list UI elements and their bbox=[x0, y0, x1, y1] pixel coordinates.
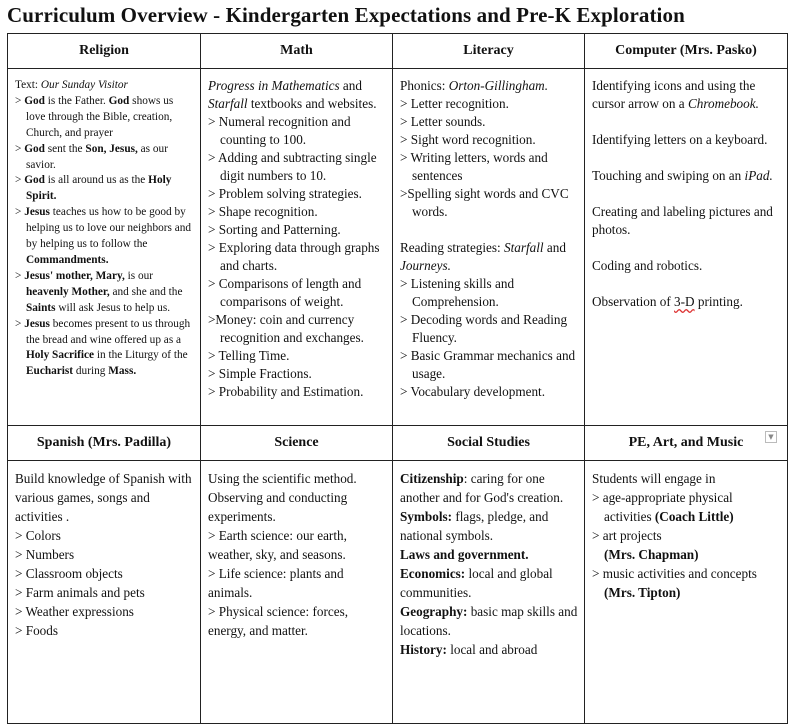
pe-item: > age-appropriate physical activities (Coach Little) bbox=[592, 490, 734, 524]
computer-item: Coding and robotics. bbox=[592, 258, 703, 273]
header-literacy: Literacy bbox=[393, 34, 585, 69]
math-item: > Numeral recognition and counting to 100. bbox=[208, 114, 351, 147]
math-item: > Simple Fractions. bbox=[208, 366, 312, 381]
header-math: Math bbox=[201, 34, 393, 69]
header-spanish: Spanish (Mrs. Padilla) bbox=[8, 426, 201, 461]
math-item: > Probability and Estimation. bbox=[208, 384, 364, 399]
spanish-cell bbox=[8, 461, 201, 724]
religion-item: > Jesus teaches us how to be good by helping us to love our neighbors and by helping us to follow the Commandments. bbox=[15, 206, 192, 266]
science-intro: Using the scientific method. Observing and conducting experiments. bbox=[208, 471, 357, 524]
religion-item: > Jesus' mother, Mary, is our heavenly Mother, and she and the Saints will ask Jesus to help us. bbox=[15, 269, 183, 314]
social-item: Citizenship: caring for one another and for God's creation. bbox=[400, 471, 564, 505]
social-item: Geography: basic map skills and locations. bbox=[400, 604, 578, 638]
religion-item: > God is all around us as the Holy Spirit. bbox=[15, 174, 172, 203]
religion-text-line: Text: Our Sunday Visitor bbox=[15, 79, 128, 91]
computer-item: Identifying letters on a keyboard. bbox=[592, 132, 768, 147]
pe-item: > music activities and concepts (Mrs. Tipton) bbox=[592, 566, 757, 600]
math-item: > Shape recognition. bbox=[208, 204, 318, 219]
literacy-cell bbox=[393, 69, 585, 426]
pe-item: > art projects (Mrs. Chapman) bbox=[592, 528, 699, 562]
literacy-item: > Vocabulary development. bbox=[400, 384, 546, 399]
header-social-studies: Social Studies bbox=[393, 426, 585, 461]
literacy-item: > Listening skills and Comprehension. bbox=[400, 276, 515, 309]
math-item: > Problem solving strategies. bbox=[208, 186, 362, 201]
math-intro: Progress in Mathematics and Starfall textbooks and websites. bbox=[208, 78, 377, 111]
social-item: Economics: local and global communities. bbox=[400, 566, 553, 600]
spanish-item: > Farm animals and pets bbox=[15, 585, 145, 600]
phonics-line: Phonics: Orton-Gillingham. bbox=[400, 78, 549, 93]
literacy-item: >Spelling sight words and CVC words. bbox=[400, 186, 569, 219]
literacy-item: > Decoding words and Reading Fluency. bbox=[400, 312, 568, 345]
spanish-item: > Weather expressions bbox=[15, 604, 134, 619]
page-title: Curriculum Overview - Kindergarten Expectations and Pre-K Exploration bbox=[7, 3, 685, 27]
computer-cell bbox=[585, 69, 788, 426]
pe-intro: Students will engage in bbox=[592, 471, 716, 486]
religion-item: > God is the Father. God shows us love through the Bible, creation, Church, and prayer bbox=[15, 94, 174, 139]
header-pe-art-music: PE, Art, and Music bbox=[585, 426, 788, 461]
math-item: > Telling Time. bbox=[208, 348, 290, 363]
computer-item: Touching and swiping on an iPad. bbox=[592, 168, 773, 183]
social-item: Laws and government. bbox=[400, 547, 529, 562]
dropdown-arrow-icon[interactable]: ▼ bbox=[765, 431, 777, 443]
computer-item: Observation of 3-D printing. bbox=[592, 294, 743, 309]
spanish-item: > Classroom objects bbox=[15, 566, 123, 581]
math-item: > Comparisons of length and comparisons of weight. bbox=[208, 276, 362, 309]
religion-item: > God sent the Son, Jesus, as our savior. bbox=[15, 142, 168, 171]
math-item: >Money: coin and currency recognition and exchanges. bbox=[208, 312, 364, 345]
math-item: > Adding and subtracting single digit numbers to 10. bbox=[208, 150, 377, 183]
header-computer: Computer (Mrs. Pasko) bbox=[585, 34, 788, 69]
science-cell bbox=[201, 461, 393, 724]
religion-cell bbox=[8, 69, 201, 426]
math-cell bbox=[201, 69, 393, 426]
spanish-item: > Colors bbox=[15, 528, 61, 543]
math-item: > Exploring data through graphs and charts. bbox=[208, 240, 380, 273]
curriculum-table bbox=[7, 33, 788, 724]
literacy-item: > Basic Grammar mechanics and usage. bbox=[400, 348, 576, 381]
header-science: Science bbox=[201, 426, 393, 461]
science-item: > Physical science: forces, energy, and matter. bbox=[208, 604, 348, 638]
reading-strategies-line: Reading strategies: Starfall and Journeys. bbox=[400, 240, 566, 273]
spanish-item: > Numbers bbox=[15, 547, 75, 562]
literacy-item: > Letter recognition. bbox=[400, 96, 509, 111]
pe-art-music-cell bbox=[585, 461, 788, 724]
math-item: > Sorting and Patterning. bbox=[208, 222, 341, 237]
literacy-item: > Letter sounds. bbox=[400, 114, 486, 129]
religion-item: > Jesus becomes present to us through the bread and wine offered up as a Holy Sacrifice in the Liturgy of the Eucharist during Mass. bbox=[15, 317, 191, 378]
social-item: History: local and abroad bbox=[400, 642, 538, 657]
social-studies-cell bbox=[393, 461, 585, 724]
literacy-item: > Sight word recognition. bbox=[400, 132, 536, 147]
literacy-item: > Writing letters, words and sentences bbox=[400, 150, 548, 183]
computer-item: Identifying icons and using the cursor arrow on a Chromebook. bbox=[592, 78, 759, 111]
header-religion: Religion bbox=[8, 34, 201, 69]
social-item: Symbols: flags, pledge, and national symbols. bbox=[400, 509, 549, 543]
computer-item: Creating and labeling pictures and photos. bbox=[592, 204, 773, 237]
science-item: > Life science: plants and animals. bbox=[208, 566, 344, 600]
spanish-item: > Foods bbox=[15, 623, 58, 638]
science-item: > Earth science: our earth, weather, sky, and seasons. bbox=[208, 528, 347, 562]
spanish-intro: Build knowledge of Spanish with various games, songs and activities . bbox=[15, 471, 192, 524]
